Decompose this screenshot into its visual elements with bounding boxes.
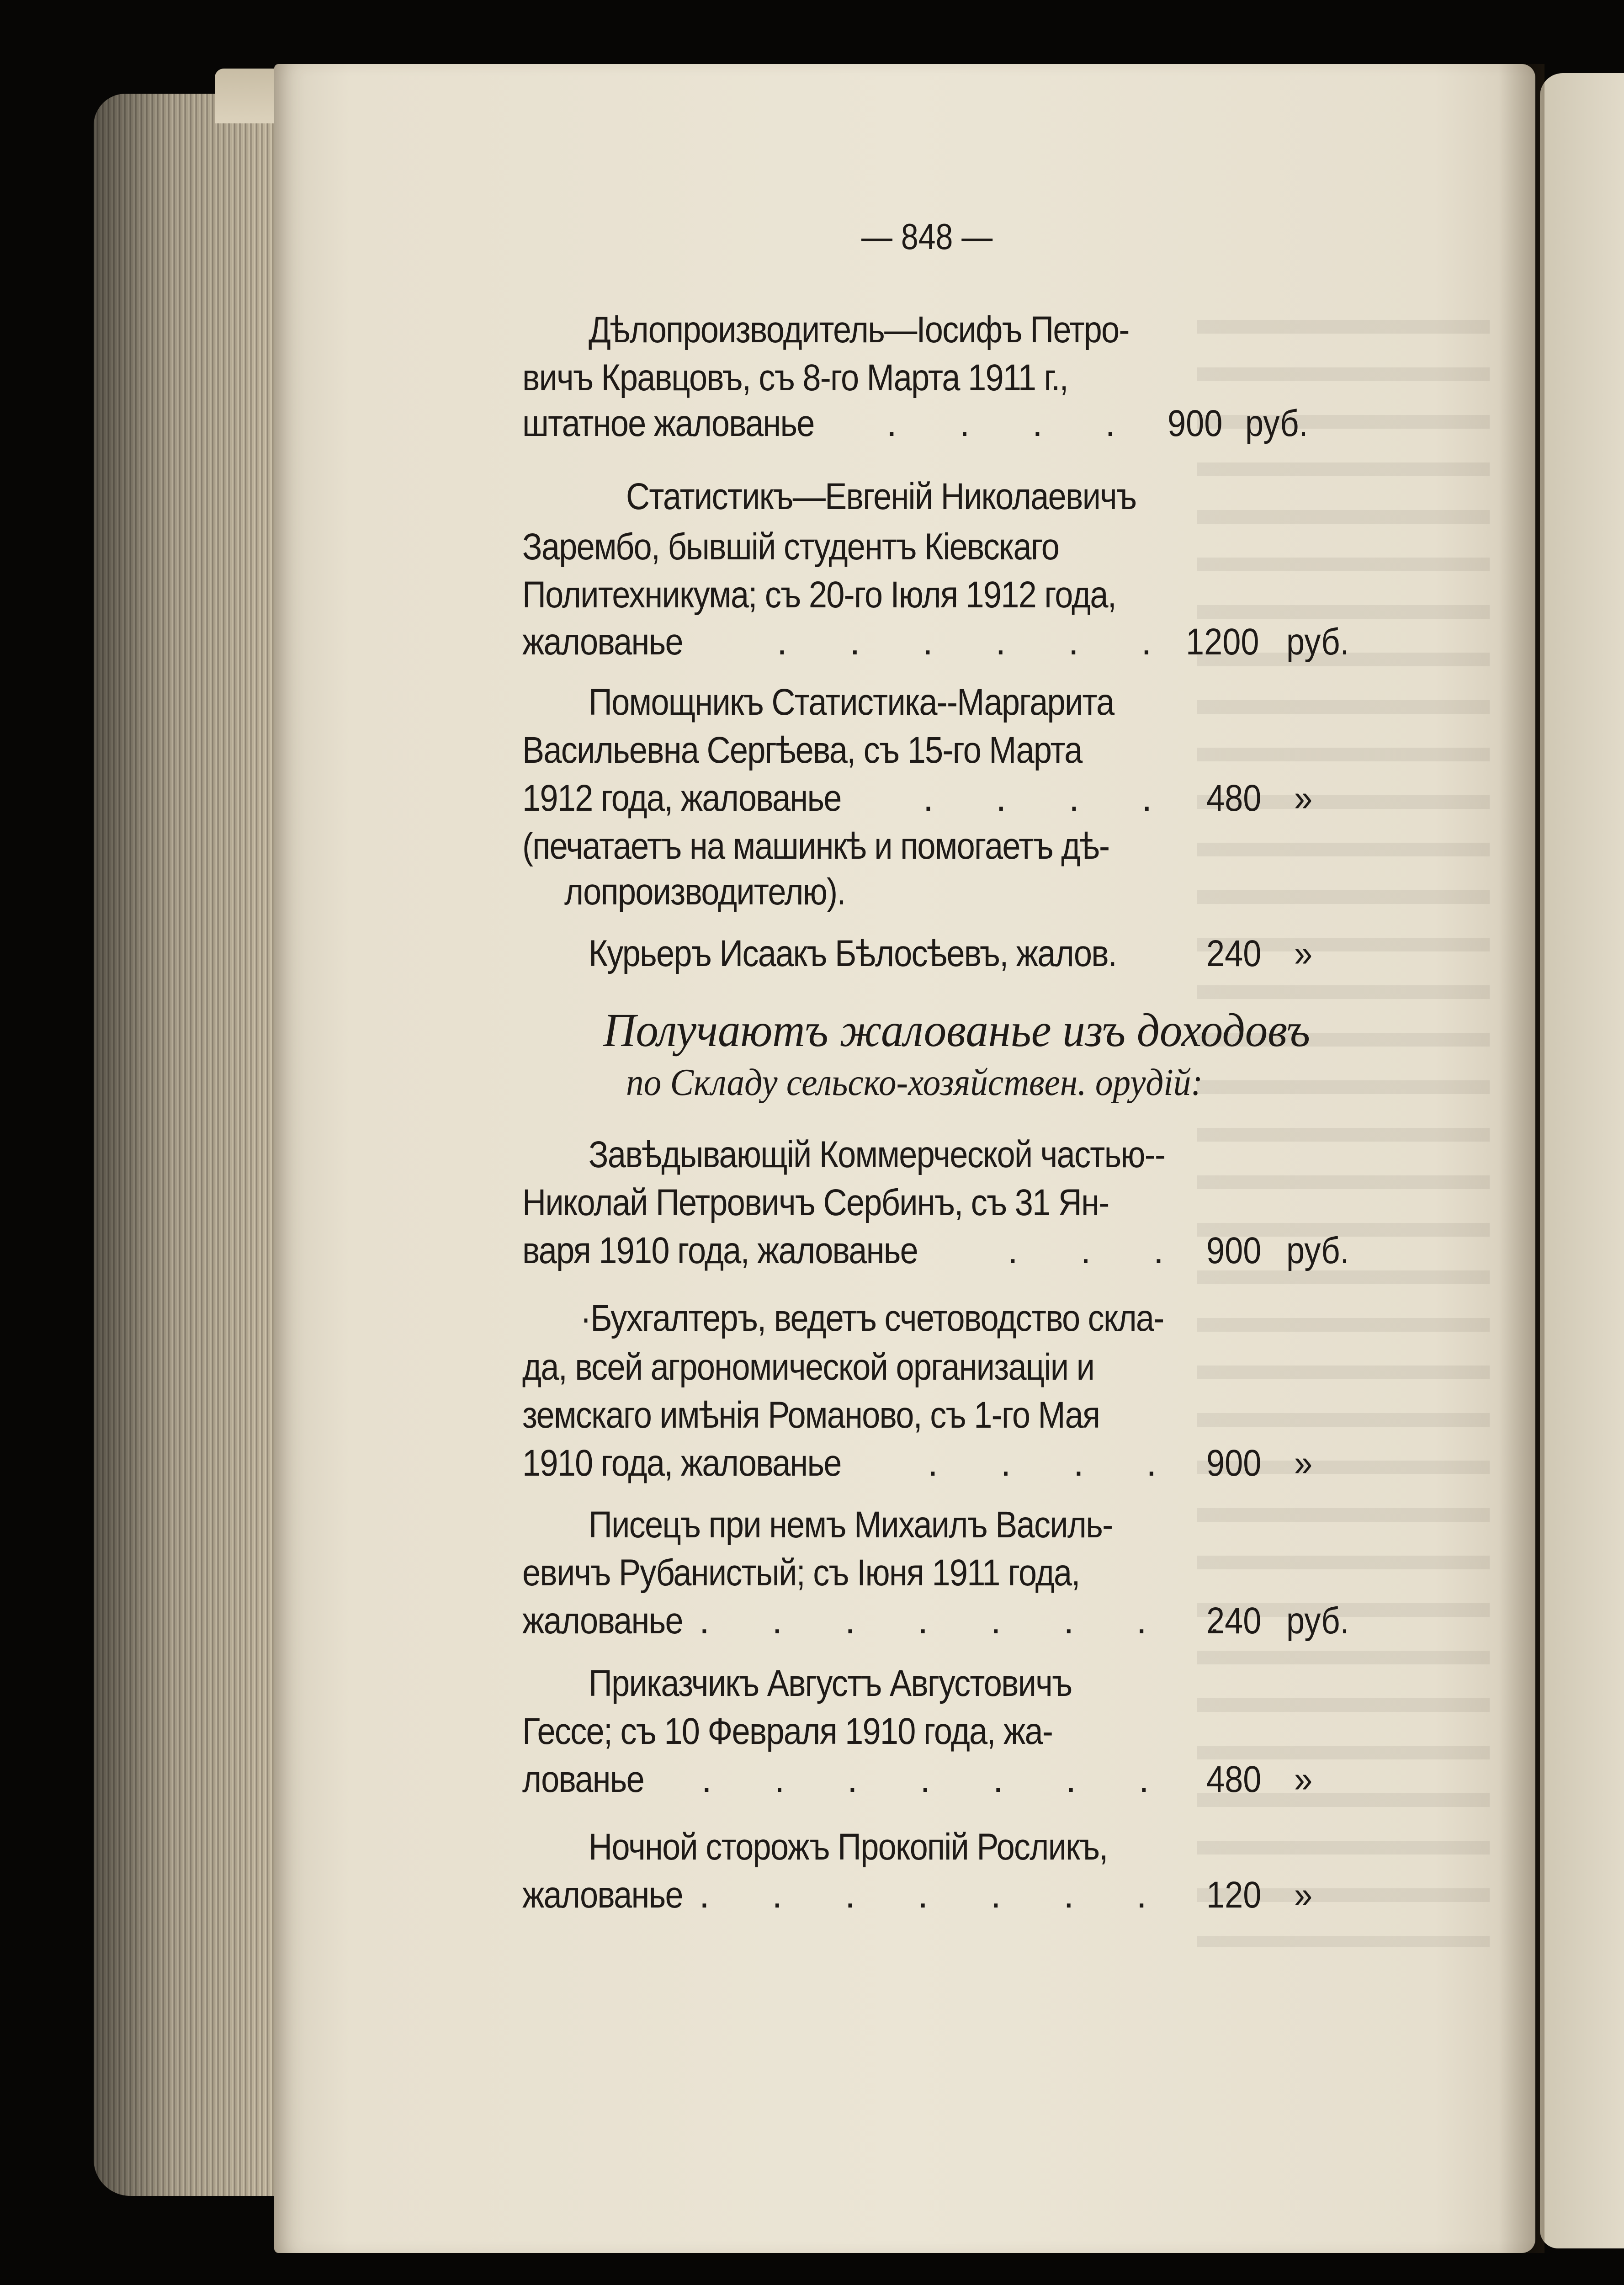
page-edges-shadow	[94, 94, 290, 2196]
currency-unit: »	[1294, 1874, 1313, 1916]
currency-unit: руб.	[1286, 1600, 1349, 1642]
salary-amount: 120	[1206, 1874, 1262, 1916]
leader-dots: . . . . . . .	[699, 1874, 1147, 1916]
entry-line: Дѣлопроизводитель—Іосифъ Петро-	[589, 309, 1129, 351]
currency-unit: »	[1294, 1442, 1313, 1484]
entry-line: жалованье	[522, 1600, 683, 1642]
entry-line: Гессе; съ 10 Февраля 1910 года, жа-	[522, 1711, 1053, 1752]
show-through-text	[1197, 302, 1490, 1947]
salary-amount: 480	[1206, 1759, 1262, 1800]
entry-line: Курьеръ Исаакъ Бѣлосѣевъ, жалов.	[589, 933, 1117, 974]
currency-unit: »	[1294, 1759, 1313, 1800]
leader-dots: . . . .	[923, 777, 1152, 819]
leader-dots: . . . .	[928, 1442, 1157, 1484]
salary-amount: 1200	[1186, 621, 1259, 663]
entry-line: варя 1910 года, жалованье	[522, 1230, 918, 1271]
entry-line: Статистикъ—Евгеній Николаевичъ	[626, 476, 1136, 517]
leader-dots: . . . . . . . .	[699, 1600, 1220, 1642]
currency-unit: руб.	[1286, 1230, 1349, 1271]
entry-line: Писецъ при немъ Михаилъ Василь-	[589, 1504, 1113, 1546]
leader-dots: . . . . . . .	[701, 1759, 1149, 1800]
entry-line: Васильевна Сергѣева, съ 15-го Марта	[522, 729, 1082, 771]
entry-line: 1910 года, жалованье	[522, 1442, 841, 1484]
leader-dots: . . .	[1008, 1230, 1164, 1271]
salary-amount: 240	[1206, 1600, 1262, 1642]
entry-line: вичъ Кравцовъ, съ 8-го Марта 1911 г.,	[522, 357, 1068, 399]
entry-line: Завѣдывающій Коммерческой частью--	[589, 1134, 1165, 1175]
entry-line: лованье	[522, 1759, 644, 1800]
entry-line: жалованье	[522, 1874, 683, 1916]
entry-line: ·Бухгалтеръ, ведетъ счетоводство скла-	[580, 1297, 1164, 1339]
entry-line: Зарембо, бывшій студентъ Кіевскаго	[522, 526, 1059, 568]
entry-line: Николай Петровичъ Сербинъ, съ 31 Ян-	[522, 1182, 1109, 1223]
leader-dots: . . . . . .	[777, 621, 1152, 663]
entry-line: да, всей агрономической организаціи и	[522, 1346, 1094, 1388]
salary-amount: 240	[1206, 933, 1262, 974]
section-heading-line1: Получаютъ жалованье изъ доходовъ	[603, 1004, 1311, 1057]
entry-line: штатное жалованье	[522, 403, 814, 444]
currency-unit: »	[1294, 933, 1313, 974]
currency-unit: »	[1294, 777, 1313, 819]
entry-line: жалованье	[522, 621, 683, 663]
facing-page	[1540, 73, 1624, 2248]
salary-amount: 900	[1206, 1442, 1262, 1484]
currency-unit: руб.	[1286, 621, 1349, 663]
entry-line: Помощникъ Статистика--Маргарита	[589, 681, 1114, 723]
page-gutter-shadow	[1499, 64, 1544, 2253]
salary-amount: 900	[1206, 1230, 1262, 1271]
entry-line: 1912 года, жалованье	[522, 777, 841, 819]
page-number: — 848 —	[861, 216, 993, 257]
entry-line: Приказчикъ Августъ Августовичъ	[589, 1663, 1072, 1704]
salary-amount: 900	[1168, 403, 1223, 444]
entry-note-line: лопроизводителю).	[564, 871, 845, 913]
entry-line: Политехникума; съ 20-го Іюля 1912 года,	[522, 574, 1116, 616]
currency-unit: руб.	[1245, 403, 1308, 444]
salary-amount: 480	[1206, 777, 1262, 819]
section-heading-line2: по Складу сельско-хозяйствен. орудій:	[626, 1061, 1203, 1104]
entry-line: Ночной сторожъ Прокопій Росликъ,	[589, 1826, 1108, 1868]
entry-line: земскаго имѣнія Романово, съ 1-го Мая	[522, 1394, 1100, 1436]
entry-line: евичъ Рубанистый; съ Іюня 1911 года,	[522, 1552, 1080, 1594]
leader-dots: . . . .	[886, 403, 1116, 444]
entry-note-line: (печатаетъ на машинкѣ и помогаетъ дѣ-	[522, 825, 1109, 867]
